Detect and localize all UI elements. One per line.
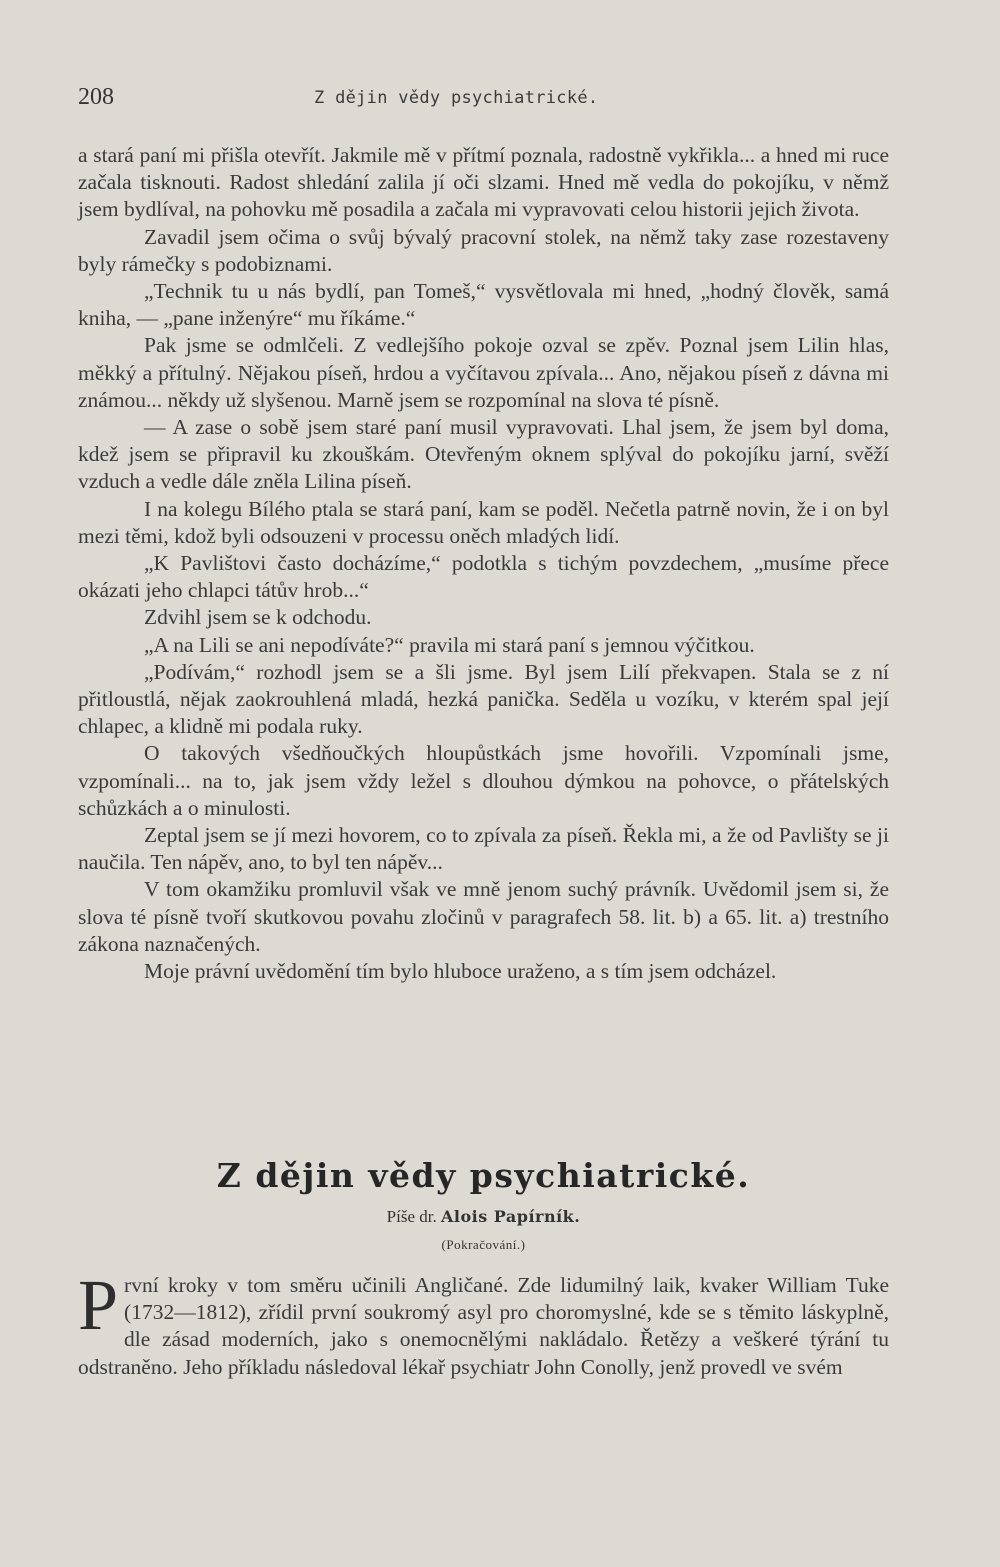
paragraph: I na kolegu Bílého ptala se stará paní, kam se poděl. Nečetla patrně novin, že i on byl mezi těmi, kdož byli odsouzeni v processu oněch mladých lidí. (78, 496, 889, 548)
paragraph: V tom okamžiku promluvil však ve mně jenom suchý právník. Uvědomil jsem si, že slova té písně tvoří skutkovou povahu zločinů v paragrafech 58. lit. b) a 65. lit. a) trestního zákona naznačených. (78, 877, 889, 956)
paragraph: „A na Lili se ani nepodíváte?“ pravila mi stará paní s jemnou výčitkou. (144, 632, 755, 657)
continuation-note: (Pokračování.) (441, 1237, 526, 1252)
article-title: Z dějin vědy psychiatrické. (216, 1156, 751, 1195)
page-number: 208 (78, 84, 114, 110)
paragraph: „K Pavlištovi často docházíme,“ podotkla s tichým povzdechem, „musíme přece okázati jeho chlapci tátův hrob...“ (78, 551, 889, 603)
author-name: Alois Papírník. (440, 1207, 581, 1226)
page-header (78, 84, 888, 114)
paragraph: Moje právní uvědomění tím bylo hluboce uraženo, a s tím jsem odcházel. (144, 959, 777, 984)
paragraph: „Technik tu u nás bydlí, pan Tomeš,“ vysvětlovala mi hned, „hodný člověk, samá kniha, — „pane inženýre“ mu říkáme.“ (78, 279, 889, 331)
paragraph: O takových všedňoučkých hloupůstkách jsme hovořili. Vzpomínali jsme, vzpomínali... na to, jak jsem vždy ležel s dlouhou dýmkou na pohovce, o přátelských schůzkách a o minulosti. (78, 741, 889, 820)
paragraph: Zavadil jsem očima o svůj bývalý pracovní stolek, na němž taky zase rozestaveny byly rámečky s podobiznami. (78, 224, 889, 276)
paragraph: Pak jsme se odmlčeli. Z vedlejšího pokoje ozval se zpěv. Poznal jsem Lilin hlas, měkký a přítulný. Nějakou píseň, hrdou a vyčítavou zpívala... Ano, nějakou píseň z dávna mi známou... někdy už slyšenou. Marně jsem se rozpomínal na slova té písně. (78, 333, 889, 412)
paragraph: — A zase o sobě jsem staré paní musil vypravovati. Lhal jsem, že jsem byl doma, kdež jsem se připravil ku zkouškám. Otevřeným oknem splýval do pokojíku jarní, svěží vzduch a vedle dále zněla Lilina píseň. (78, 415, 889, 494)
article-text (78, 1265, 889, 1381)
running-head: Z dějin vědy psychiatrické. (314, 88, 599, 108)
byline-prefix: Píše dr. (386, 1207, 437, 1226)
byline (78, 1207, 889, 1227)
paragraph: a stará paní mi přišla otevřít. Jakmile mě v přítmí poznala, radostně vykřikla... a hned mi ruce začala tisknouti. Radost shledání zalila jí oči slzami. Hned mě vedla do pokojíku, v němž jsem bydlíval, na pohovku mě posadila a začala mi vypravovati celou historii jejich života. (78, 143, 889, 222)
article-opening: rvní kroky v tom směru učinili Angličané. Zde lidumilný laik, kvaker William Tuke (1732—1812), zřídil první soukromý asyl pro choromyslné, kde se s těmito láskyplně, dle zásad moderních, jako s onemocnělými nakládalo. Řetězy a veškeré týrání tu odstraněno. Jeho příkladu následoval lékař psychiatr John Conolly, jenž provedl ve svém (78, 1273, 889, 1379)
paragraph: Zdvihl jsem se k odchodu. (144, 605, 372, 630)
drop-cap: P (78, 1265, 119, 1345)
story-text (78, 142, 889, 985)
paragraph: Zeptal jsem se jí mezi hovorem, co to zpívala za píseň. Řekla mi, a že od Pavlišty se ji naučila. Ten nápěv, ano, to byl ten nápěv... (78, 823, 889, 875)
paragraph: „Podívám,“ rozhodl jsem se a šli jsme. Byl jsem Lilí překvapen. Stala se z ní přitloustlá, nějak zaokrouhlená mladá, hezká panička. Seděla u vozíku, v kterém spal její chlapec, a klidně mi podala ruky. (78, 659, 889, 739)
